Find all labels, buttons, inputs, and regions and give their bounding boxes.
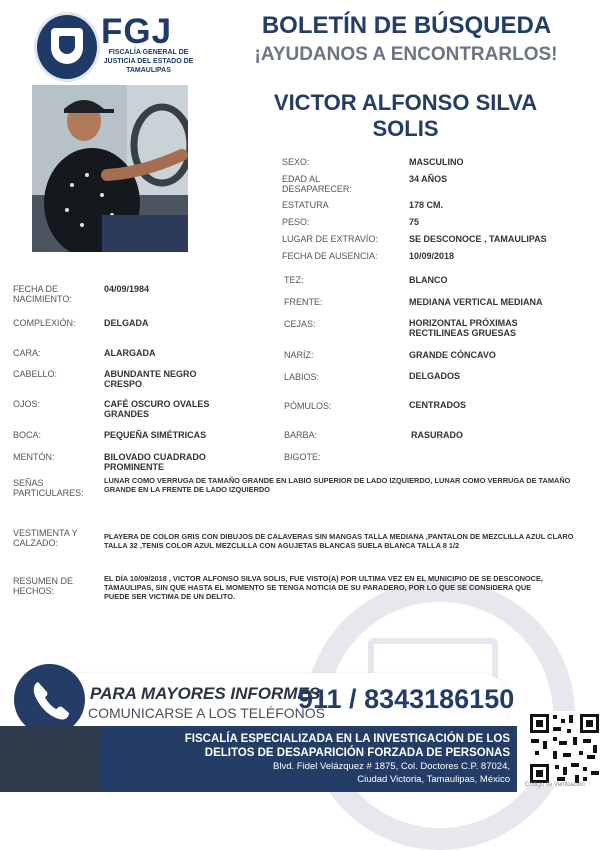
nose-label: NARÍZ: [284, 350, 314, 360]
eyebrows-value: HORIZONTAL PRÓXIMAS RECTILINEAS GRUESAS [409, 318, 518, 338]
phone-numbers[interactable]: 911 / 8343186150 [298, 684, 515, 714]
contact-line2: COMUNICARSE A LOS TELÉFONOS [88, 705, 326, 721]
clothing-value: PLAYERA DE COLOR GRIS CON DIBUJOS DE CALAVERAS SIN MANGAS TALLA MEDIANA ,PANTALON DE MEZCLILLA AZUL CLARO TALLA 32 ,TENIS COLOR AZUL MEZCLILLA CON AGUJETAS BLANCAS SUELA BLANCA TALLA 8 1/2 [104, 532, 574, 550]
beard-value: RASURADO [411, 430, 464, 440]
cheekbones-label: PÓMULOS: [284, 401, 332, 411]
face-value: ALARGADA [104, 348, 156, 358]
bulletin-subtitle: ¡AYUDANOS A ENCONTRARLOS! [254, 44, 558, 65]
birthdate-value: 04/09/1984 [104, 284, 150, 294]
beard-label: BARBA: [284, 430, 318, 440]
qr-code-icon[interactable] [527, 711, 602, 786]
logo-subtext: FISCALÍA GENERAL DE JUSTICIA DEL ESTADO DE TAMAULIPAS [103, 49, 194, 74]
contact-line1: PARA MAYORES INFORMES, [90, 684, 325, 703]
footer-agency-line2: DELITOS DE DESAPARICIÓN FORZADA DE PERSONAS [204, 747, 510, 759]
cheekbones-value: CENTRADOS [409, 400, 467, 410]
clothing-label: VESTIMENTA Y CALZADO: [13, 528, 78, 548]
sex-label: SEXO: [282, 157, 310, 167]
forehead-value: MEDIANA VERTICAL MEDIANA [409, 297, 543, 307]
footer-address-line2: Ciudad Victoria, Tamaulipas, México [357, 774, 510, 785]
eyebrows-label: CEJAS: [284, 319, 316, 329]
eyes-label: OJOS: [13, 399, 41, 409]
sex-value: MASCULINO [409, 157, 464, 167]
footer-address [180, 760, 510, 786]
absence-date-label: FECHA DE AUSENCIA: [282, 251, 378, 261]
marks-value: LUNAR COMO VERRUGA DE TAMAÑO GRANDE EN LABIO SUPERIOR DE LADO IZQUIERDO, LUNAR COMO VERRUGA DE TAMAÑO GRANDE EN LA FRENTE DE LADO IZQUIERDO [104, 476, 571, 494]
person-name [228, 90, 583, 142]
footer-address-line1: Blvd. Fidel Velázquez # 1875, Col. Doctores C.P. 87024, [273, 761, 510, 772]
summary-label: RESUMEN DE HECHOS: [13, 576, 74, 596]
height-value: 178 CM. [409, 200, 444, 210]
qr-label: Código de Verificación [525, 782, 585, 788]
skin-value: BLANCO [409, 275, 448, 285]
age-value: 34 AÑOS [409, 174, 448, 184]
summary-value: EL DÍA 10/09/2018 , VICTOR ALFONSO SILVA SOLIS, FUE VISTO(A) POR ULTIMA VEZ EN EL MUNICIPIO DE SE DESCONOCE, TAMAULIPAS, SIN QUE HASTA EL MOMENTO SE TENGA NOTICIA DE SU PARADERO, POR LO QUE SE CONSIDERA QUE PUEDE SER VICTIMA DE UN DELITO. [104, 574, 543, 601]
mouth-value: PEQUEÑA SIMÉTRICAS [104, 430, 207, 440]
bulletin-title: BOLETÍN DE BÚSQUEDA [261, 12, 552, 39]
footer-agency-line1: FISCALÍA ESPECIALIZADA EN LA INVESTIGACIÓN DE LOS [184, 733, 510, 745]
place-label: LUGAR DE EXTRAVÍO: [282, 234, 378, 244]
chin-value: BILOVADO CUADRADO PROMINENTE [104, 452, 206, 472]
hair-value: ABUNDANTE NEGRO CRESPO [104, 369, 197, 389]
footer-band-accent [0, 726, 100, 792]
logo-text: FGJ [101, 12, 173, 51]
person-name-line2: SOLIS [372, 116, 439, 141]
weight-value: 75 [409, 217, 420, 227]
footer-agency [180, 732, 510, 760]
fgj-logo-icon [34, 12, 100, 82]
eyes-value: CAFÉ OSCURO OVALES GRANDES [104, 399, 210, 419]
forehead-label: FRENTE: [284, 297, 323, 307]
height-label: ESTATURA [282, 200, 329, 210]
nose-value: GRANDE CÓNCAVO [409, 350, 496, 360]
absence-date-value: 10/09/2018 [409, 251, 455, 261]
phone-icon [14, 664, 85, 735]
chin-label: MENTÓN: [13, 452, 55, 462]
person-name-line1: VICTOR ALFONSO SILVA [273, 90, 538, 115]
person-photo-illustration [32, 85, 188, 252]
lips-value: DELGADOS [409, 371, 461, 381]
skin-label: TEZ: [284, 275, 304, 285]
mouth-label: BOCA: [13, 430, 42, 440]
hair-label: CABELLO: [13, 369, 58, 379]
build-value: DELGADA [104, 318, 149, 328]
weight-label: PESO: [282, 217, 310, 227]
place-value: SE DESCONOCE , TAMAULIPAS [409, 234, 547, 244]
age-label: EDAD AL DESAPARECER: [282, 174, 352, 194]
marks-label: SEÑAS PARTICULARES: [13, 478, 84, 498]
build-label: COMPLEXIÓN: [13, 318, 76, 328]
mustache-label: BIGOTE: [284, 452, 321, 462]
birthdate-label: FECHA DE NACIMIENTO: [13, 284, 72, 304]
lips-label: LABIOS: [284, 372, 320, 382]
face-label: CARA: [13, 348, 41, 358]
person-photo [32, 85, 188, 252]
